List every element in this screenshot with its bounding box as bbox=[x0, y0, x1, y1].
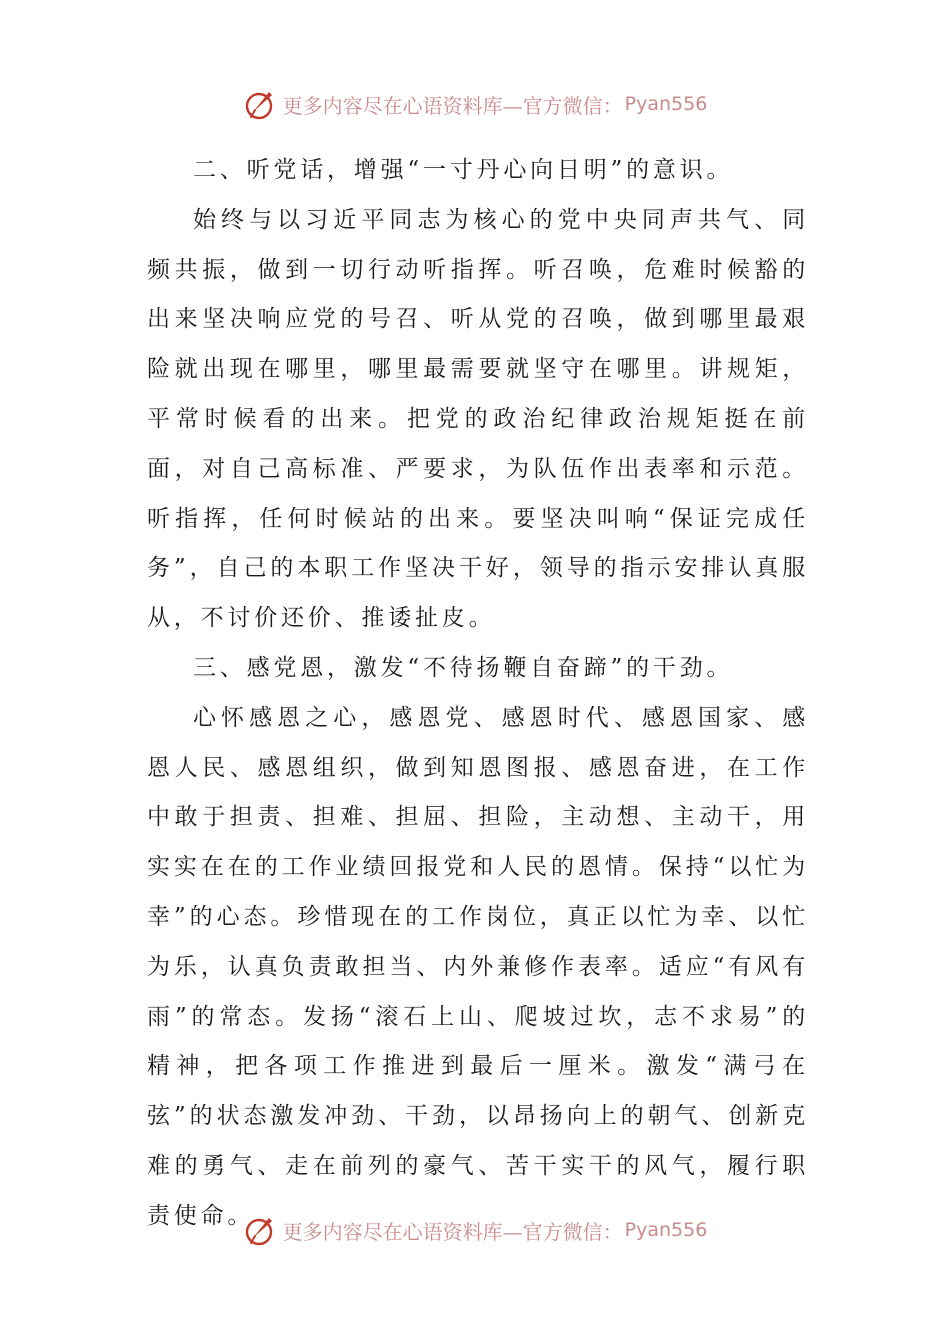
body-paragraph: 心怀感恩之心，感恩党、感恩时代、感恩国家、感恩人民、感恩组织，做到知恩图报、感恩奋进，在工作中敢于担责、担难、担屈、担险，主动想、主动干，用实实在在的工作业绩回报党和人民的恩情。保持“以忙为幸”的心态。珍惜现在的工作岗位，真正以忙为幸、以忙为乐，认真负责敢担当、内外兼修作表率。适应“有风有雨”的常态。发扬“滚石上山、爬坡过坎，志不求易”的精神，把各项工作推进到最后一厘米。激发“满弓在弦”的状态激发冲劲、干劲，以昂扬向上的朝气、创新克难的勇气、走在前列的豪气、苦干实干的风气，履行职责使命。 bbox=[147, 704, 809, 1229]
footer-watermark bbox=[0, 1210, 950, 1250]
header-watermark bbox=[0, 84, 950, 124]
watermark-wechat-id: Pyan556 bbox=[624, 1219, 708, 1241]
section-heading-3: 三、感党恩，激发“不待扬鞭自奋蹄”的干劲。 bbox=[193, 654, 734, 681]
quill-logo-icon bbox=[243, 1212, 279, 1248]
watermark-wechat-id: Pyan556 bbox=[624, 93, 708, 115]
quill-logo-icon bbox=[243, 86, 279, 122]
watermark-text: 更多内容尽在心语资料库—官方微信： bbox=[282, 93, 623, 118]
body-paragraph: 始终与以习近平同志为核心的党中央同声共气、同频共振，做到一切行动听指挥。听召唤，危难时候豁的出来坚决响应党的号召、听从党的召唤，做到哪里最艰险就出现在哪里，哪里最需要就坚守在哪里。讲规矩，平常时候看的出来。把党的政治纪律政治规矩挺在前面，对自己高标准、严要求，为队伍作出表率和示范。听指挥，任何时候站的出来。要坚决叫响“保证完成任务”，自己的本职工作坚决干好，领导的指示安排认真服从，不讨价还价、推诿扯皮。 bbox=[147, 206, 809, 632]
watermark-text: 更多内容尽在心语资料库—官方微信： bbox=[282, 1219, 623, 1244]
document-body bbox=[147, 146, 809, 1242]
section-heading-2: 二、听党话，增强“一寸丹心向日明”的意识。 bbox=[193, 157, 734, 183]
